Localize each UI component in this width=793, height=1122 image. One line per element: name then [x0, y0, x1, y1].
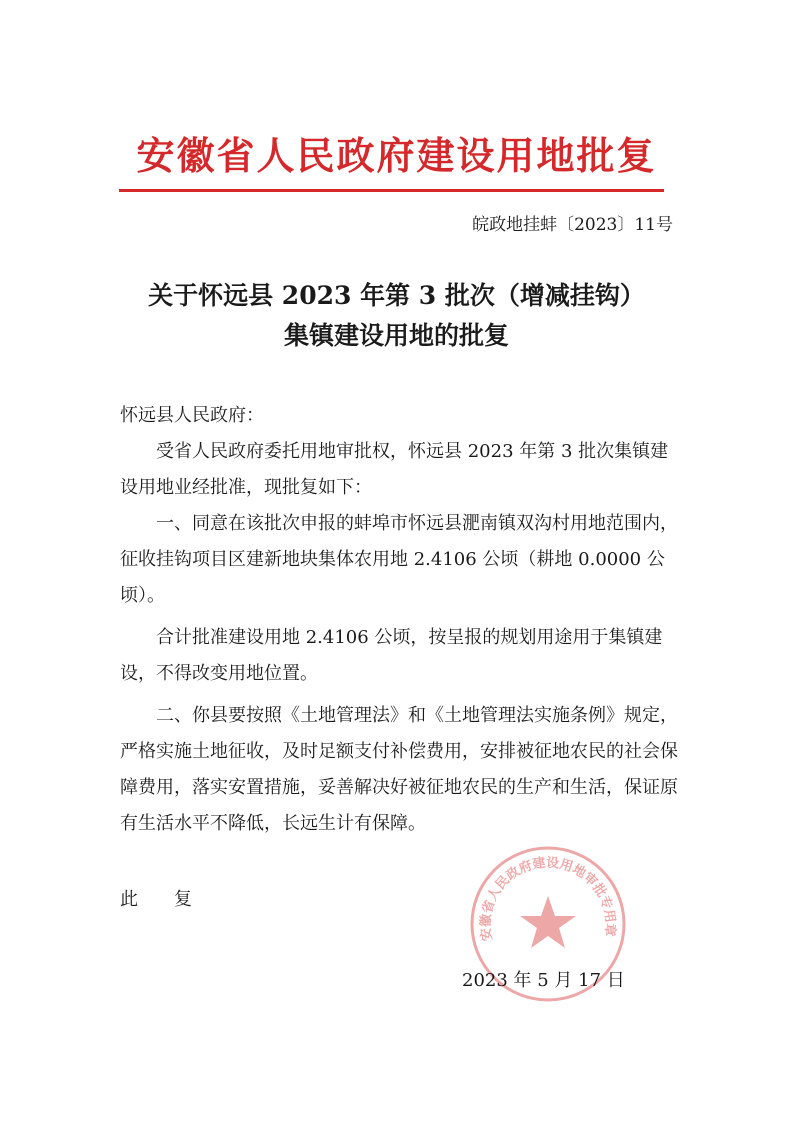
- issue-date: 2023 年 5 月 17 日: [462, 970, 625, 991]
- document-number: 皖政地挂蚌〔2023〕11号: [472, 215, 673, 235]
- paragraph-intro: 受省人民政府委托用地审批权，怀远县 2023 年第 3 批次集镇建设用地业经批准，现批复如下：: [120, 441, 669, 498]
- closing-phrase: 此 复: [120, 889, 192, 910]
- paragraph-item-2: 二、你县要按照《土地管理法》和《土地管理法实施条例》规定，严格实施土地征收，及时足额支付补偿费用，安排被征地农民的社会保障费用，落实安置措施，妥善解决好被征地农民的生产和生活，保证原有生活水平不降低，长远生计有保障。: [120, 705, 678, 834]
- paragraph-total: 合计批准建设用地 2.4106 公顷，按呈报的规划用途用于集镇建设，不得改变用地位置。: [120, 627, 663, 684]
- seal-lettering: 安徽省人民政府建设用地审批专用章: [478, 855, 618, 942]
- title-line-2: 集镇建设用地的批复: [283, 321, 509, 350]
- title-line-1: 关于怀远县 2023 年第 3 批次（增减挂钩）: [148, 281, 645, 310]
- document-title: [0, 276, 793, 356]
- paragraph-item-1: 一、同意在该批次申报的蚌埠市怀远县淝南镇双沟村用地范围内，征收挂钩项目区建新地块集体农用地 2.4106 公顷（耕地 0.0000 公顷）。: [120, 513, 678, 606]
- red-divider: [119, 189, 664, 192]
- masthead-title: 安徽省人民政府建设用地批复: [136, 133, 657, 178]
- addressee: 怀远县人民政府：: [120, 405, 264, 426]
- document-body: [120, 398, 680, 842]
